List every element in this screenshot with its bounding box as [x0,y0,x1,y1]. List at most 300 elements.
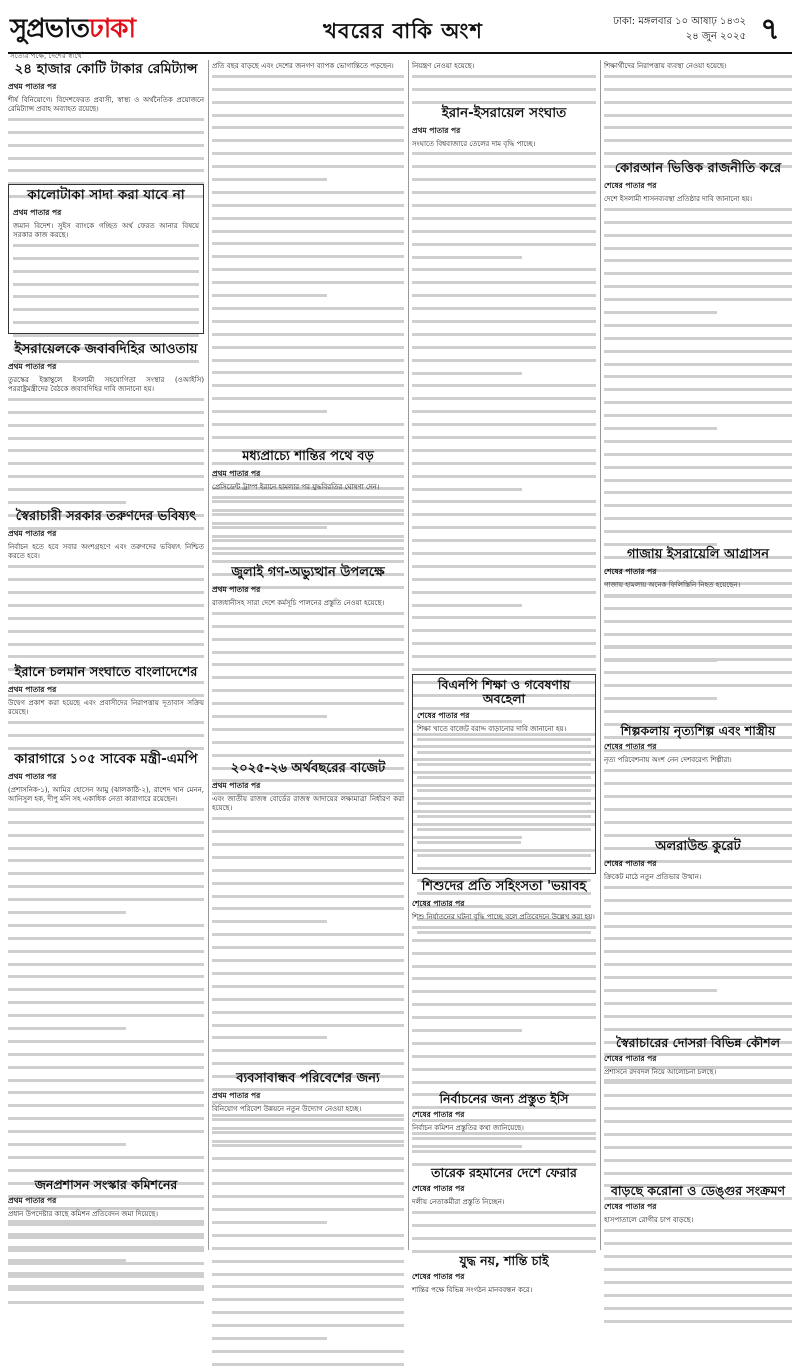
text-line [412,384,596,393]
text-line [604,1015,792,1024]
text-line [604,311,792,320]
text-line [212,1024,404,1033]
text-line [604,221,792,230]
text-line [412,75,596,84]
text-line [212,320,404,329]
text-line [212,946,404,955]
text-line [8,1223,204,1232]
text-line [212,230,404,239]
story-body: শিক্ষার্থীদের নিরাপত্তায় ব্যবস্থা নেওয়া হয়েছে। [604,62,727,70]
text-line [604,440,792,449]
text-line [604,388,792,397]
page-header [8,8,792,60]
story-kicker: প্রথম পাতার পর [8,528,57,538]
text-line [604,912,792,921]
text-line [212,882,404,891]
text-line [8,131,204,140]
story-headline: বিএনপি শিক্ষা ও গবেষণায় অবহেলা [437,677,571,707]
text-line [8,885,204,894]
text-line [8,617,204,626]
text-line [212,101,404,110]
text-line [212,1350,404,1359]
text-line [212,715,404,724]
text-line [8,157,204,166]
story-kicker: শেষের পাতার পর [604,858,657,868]
story-continued[interactable] [604,62,792,158]
text-line [412,152,596,161]
text-line [212,1182,404,1191]
text-line [212,1324,404,1333]
story-headline: কারাগারে ১০৫ সাবেক মন্ত্রী-এমপি [14,751,198,767]
text-line [604,324,792,333]
story-kicker: শেষের পাতার পর [417,710,470,720]
story-kicker: প্রথম পাতার পর [8,1196,57,1206]
text-line [417,854,591,863]
text-line [212,676,404,685]
story-body: প্রেসিডেন্ট ট্রাম্প ইরানে হামলার পর যুদ্ধবিরতির ঘোষণা দেন। [212,482,380,491]
story-quran-politics[interactable] [604,162,792,542]
text-line [8,655,204,664]
text-line [417,763,591,772]
text-line [412,1055,596,1064]
text-line [212,1036,404,1045]
text-line [8,144,204,153]
story-kicker: শেষের পাতার পর [412,898,465,908]
text-line [8,1249,204,1258]
story-headline: যুদ্ধ নয়, শান্তি চাই [459,1253,549,1268]
text-line [604,1002,792,1011]
story-child-violence[interactable] [412,880,596,1088]
text-line [604,1094,792,1103]
text-line [412,397,596,406]
story-autocrat-allies[interactable] [604,1036,792,1178]
text-line [604,1146,792,1155]
text-line [212,1337,404,1346]
section-title: খবরের বাকি অংশ [323,19,483,43]
text-line [604,782,792,791]
story-kicker: প্রথম পাতার পর [412,125,461,135]
story-headline: শিল্পকলায় নৃত্যশিল্প এবং শাস্ত্রীয় [620,723,776,738]
text-line [212,663,404,672]
story-headline: স্বৈরাচারের দোসরা বিভিন্ন কৌশল [615,1035,781,1050]
text-line [604,684,792,693]
text-line [212,907,404,916]
text-line [212,856,404,865]
text-line [8,834,204,843]
text-line [8,734,204,743]
text-line [412,1150,596,1159]
text-line [8,169,204,178]
text-line [604,658,792,667]
text-line [412,256,596,265]
text-line [412,526,596,535]
text-line [412,475,596,484]
story-headline: তারেক রহমানের দেশে ফেরার [431,1165,577,1180]
text-line [604,821,792,830]
text-line [412,952,596,961]
text-line [412,977,596,986]
text-line [412,178,596,187]
story-kicker: প্রথম পাতার পর [8,771,57,781]
story-kicker: শেষের পাতার পর [412,1272,465,1282]
story-kicker: শেষের পাতার পর [604,566,657,576]
text-line [604,491,792,500]
date-gregorian: ২৪ জুন ২০২৫ [685,31,746,42]
text-line [604,350,792,359]
text-line [212,423,404,432]
text-line [604,976,792,985]
text-line [412,1068,596,1077]
masthead-logo[interactable] [10,8,190,60]
text-line [212,496,404,505]
story-bnp-education[interactable] [412,674,596,874]
text-line [412,410,596,419]
text-line [8,975,204,984]
story-kicker: শেষের পাতার পর [412,1184,465,1194]
text-line [8,1053,204,1062]
text-line [412,191,596,200]
text-line [604,950,792,959]
text-line [8,591,204,600]
text-line [13,295,199,304]
text-line [604,504,792,513]
text-line [604,937,792,946]
story-peace-not-war[interactable] [412,1254,596,1310]
text-line [604,453,792,462]
text-line [212,75,404,84]
story-iran-conflict-bd[interactable] [8,666,204,746]
text-line [412,616,596,625]
text-line [412,655,596,664]
story-body: বিনিয়োগ পরিবেশ উন্নয়নে নতুন উদ্যোগ নেওয়া হচ্ছে। [212,1104,362,1113]
column-rule [600,60,601,1250]
story-jailed-ministers[interactable] [8,752,204,1172]
text-line [412,604,596,613]
story-headline: বাড়ছে করোনা ও ডেঙ্গুর সংক্রমণ [610,1183,786,1198]
story-kicker: প্রথম পাতার পর [212,1090,261,1100]
text-line [212,255,404,264]
text-line [8,808,204,817]
text-line [412,629,596,638]
story-kicker: প্রথম পাতার পর [212,780,261,790]
story-black-money[interactable] [8,184,204,334]
text-line [412,939,596,948]
text-line [212,535,404,544]
text-line [604,1255,792,1264]
story-body: (প্রশাসনিক-১), আমির হোসেন আমু (ঝালকাঠি-২), রাশেদ খান মেনন, আনিসুল হক, দীপু মনি সহ একাধিক নেতা কারাগারে রয়েছেন। [8,785,204,803]
story-body: তুরস্কের ইস্তাম্বুলে ইসলামী সহযোগিতা সংস্থার (ওআইসি) পররাষ্ট্রমন্ত্রীদের বৈঠকে জবাবদিহির দাবি জানানো হয়। [8,375,204,393]
text-line [604,285,792,294]
text-line [212,333,404,342]
text-line [417,751,591,760]
text-line [212,1157,404,1166]
text-line [412,462,596,471]
text-line [412,591,596,600]
text-line [8,1104,204,1113]
text-line [212,346,404,355]
story-dance-art[interactable] [604,724,792,834]
text-line [412,204,596,213]
text-line [604,272,792,281]
story-corona-dengue[interactable] [604,1184,792,1310]
text-line [412,926,596,935]
text-line [604,697,792,706]
text-line [212,1144,404,1153]
text-line [604,899,792,908]
story-body: এবং জাতীয় রাজস্ব বোর্ডের রাজস্ব আদায়ের লক্ষ্যমাত্রা নির্ধারণ করা হয়েছে। [212,794,404,813]
story-headline: জুলাই গণ-অভ্যুত্থান উপলক্ষে [231,565,385,580]
logo-text-left: সুপ্রভাত [10,14,90,44]
text-line [604,234,792,243]
text-line [604,607,792,616]
text-line [412,1211,596,1220]
text-line [412,642,596,651]
story-body: নিয়ন্ত্রণ নেওয়া হয়েছে। [412,62,475,70]
story-ec-ready[interactable] [412,1092,596,1162]
text-line [8,488,204,497]
text-line [604,466,792,475]
text-line [212,1049,404,1058]
text-line [604,259,792,268]
text-line [417,841,591,850]
story-headline: গাজায় ইসরায়েলি আগ্রাসন [627,547,769,562]
text-line [604,671,792,680]
story-kicker: শেষের পাতার পর [604,742,657,752]
text-line [8,1236,204,1245]
text-line [8,118,204,127]
text-line [604,1268,792,1277]
text-line [412,1003,596,1012]
text-line [212,294,404,303]
text-line [212,869,404,878]
story-allround-curate[interactable] [604,840,792,1030]
story-headline: ইরানে চলমান সংঘাতে বাংলাদেশের [14,665,198,680]
story-body: দেশে ইসলামী শাসনব্যবস্থা প্রতিষ্ঠার দাবি জানানো হয়। [604,194,753,203]
text-line [412,1029,596,1038]
story-body: দলীয় নেতাকর্মীরা প্রস্তুতি নিচ্ছেন। [412,1198,505,1207]
story-body: রাজধানীসহ সারা দেশে কর্মসূচি পালনের প্রস্তুতি নেওয়া হয়েছে। [212,598,385,607]
story-tarique-return[interactable] [412,1166,596,1250]
story-body: উদ্বেগ প্রকাশ করা হয়েছে এবং প্রবাসীদের নিরাপত্তায় দূতাবাস সক্রিয় রয়েছে। [8,698,204,717]
text-line [604,101,792,110]
text-line [8,859,204,868]
story-headline: ইসরায়েলকে জবাবদিহির আওতায় [14,341,198,357]
text-line [212,920,404,929]
story-kicker: প্রথম পাতার পর [13,207,62,217]
text-line [604,769,792,778]
text-line [412,346,596,355]
page-number: ৭ [760,12,780,47]
text-line [212,384,404,393]
text-line [13,270,199,279]
text-line [8,643,204,652]
text-line [212,998,404,1007]
story-body: নৃত্য পরিবেশনায় অংশ নেন দেশবরেণ্য শিল্পীরা। [604,756,732,765]
text-line [212,1195,404,1204]
text-line [604,530,792,539]
text-line [8,1156,204,1165]
text-line [212,242,404,251]
text-line [8,475,204,484]
text-line [604,88,792,97]
section-title-box [298,12,508,48]
text-line [417,815,591,824]
text-line [212,191,404,200]
story-middle-east-peace[interactable] [212,450,404,560]
text-line [604,363,792,372]
text-line [417,789,591,798]
text-line [412,488,596,497]
story-budget[interactable] [212,762,404,1062]
text-line [8,1117,204,1126]
text-line [212,817,404,826]
text-line [8,1275,204,1284]
story-body: শিক্ষা খাতে বাজেট বরাদ্দ বাড়ানোর দাবি জানানো হয়। [417,724,567,733]
text-line [604,633,792,642]
story-continued[interactable] [412,62,596,102]
text-line [212,625,404,634]
text-line [604,1307,792,1316]
text-line [412,500,596,509]
text-line [604,247,792,256]
text-line [212,933,404,942]
text-line [212,268,404,277]
text-line [13,308,199,317]
story-kicker: শেষের পাতার পর [412,1110,465,1120]
text-line [604,963,792,972]
story-kicker: শেষের পাতার পর [604,180,657,190]
text-line [8,630,204,639]
text-line [212,281,404,290]
story-youth-future[interactable] [8,510,204,660]
text-line [212,612,404,621]
text-line [212,651,404,660]
text-line [212,371,404,380]
text-line [604,1133,792,1142]
text-line [412,1137,596,1146]
text-line [212,1234,404,1243]
text-line [212,1118,404,1127]
story-kicker: প্রথম পাতার পর [212,584,261,594]
story-remittance[interactable] [8,62,204,182]
story-body: প্রতি বছর বাড়ছে এবং দেশের জনগণ ব্যাপক ভোগান্তিতে পড়ছেন। [212,62,394,70]
text-line [412,359,596,368]
text-line [212,307,404,316]
text-line [604,208,792,217]
text-line [8,821,204,830]
text-line [604,517,792,526]
text-line [8,437,204,446]
text-line [8,1027,204,1036]
text-line [8,721,204,730]
story-gaza-aggression[interactable] [604,548,792,718]
text-line [412,965,596,974]
text-line [8,1014,204,1023]
text-line [8,1143,204,1152]
story-headline: জনপ্রশাসন সংস্কার কমিশনের [34,1177,178,1192]
text-line [604,886,792,895]
story-continued[interactable] [212,62,404,442]
text-line [212,114,404,123]
story-business-environment[interactable] [212,1072,404,1308]
column-rule [208,60,209,1250]
text-line [212,959,404,968]
text-line [412,1224,596,1233]
text-line [212,985,404,994]
text-line [212,728,404,737]
text-line [8,1262,204,1271]
text-line [604,1229,792,1238]
text-line [412,578,596,587]
text-line [212,1311,404,1320]
text-line [8,1130,204,1139]
text-line [212,689,404,698]
story-headline: কালোটাকা সাদা করা যাবে না [27,187,185,203]
story-july-uprising[interactable] [212,566,404,756]
story-public-admin-reform[interactable] [8,1178,204,1308]
text-line [8,449,204,458]
text-line [8,898,204,907]
logo-tagline: সত্যের পক্ষে, দেশের স্বার্থে [10,52,82,60]
text-line [212,88,404,97]
text-line [412,513,596,522]
text-line [212,178,404,187]
story-headline: ব্যবসাবান্ধব পরিবেশের জন্য [236,1071,380,1086]
story-text-block [604,1229,792,1329]
text-line [8,565,204,574]
text-line [412,552,596,561]
story-iran-israel-conflict[interactable] [412,106,596,666]
text-line [604,1081,792,1090]
story-israel-accountability[interactable] [8,342,204,502]
text-line [604,710,792,719]
text-line [212,1131,404,1140]
text-line [8,950,204,959]
text-line [412,423,596,432]
text-line [8,462,204,471]
text-line [412,243,596,252]
text-line [412,217,596,226]
text-line [412,990,596,999]
text-line [604,594,792,603]
text-line [412,1237,596,1246]
text-line [8,411,204,420]
story-body: গাজায় হামলায় অনেক ফিলিস্তিনি নিহত হয়েছেন। [604,580,741,589]
text-line [604,808,792,817]
story-headline: ২০২৫-২৬ অর্থবছরের বাজেট [230,761,386,776]
text-line [8,1001,204,1010]
text-line [604,75,792,84]
story-kicker: প্রথম পাতার পর [8,81,57,91]
text-line [604,139,792,148]
text-line [412,230,596,239]
story-body: শিশু নির্যাতনের ঘটনা বৃদ্ধি পাচ্ছে বলে প্রতিবেদনে উল্লেখ করা হয়। [412,912,595,921]
text-line [13,244,199,253]
text-line [8,911,204,920]
text-line [604,401,792,410]
text-line [8,578,204,587]
text-line [212,410,404,419]
text-line [212,1221,404,1230]
story-kicker: প্রথম পাতার পর [8,684,57,694]
text-line [604,1242,792,1251]
text-line [604,337,792,346]
text-line [13,257,199,266]
story-headline: ২৪ হাজার কোটি টাকার রেমিট্যান্স [14,61,198,77]
text-line [604,298,792,307]
text-line [212,1208,404,1217]
text-line [604,1120,792,1129]
